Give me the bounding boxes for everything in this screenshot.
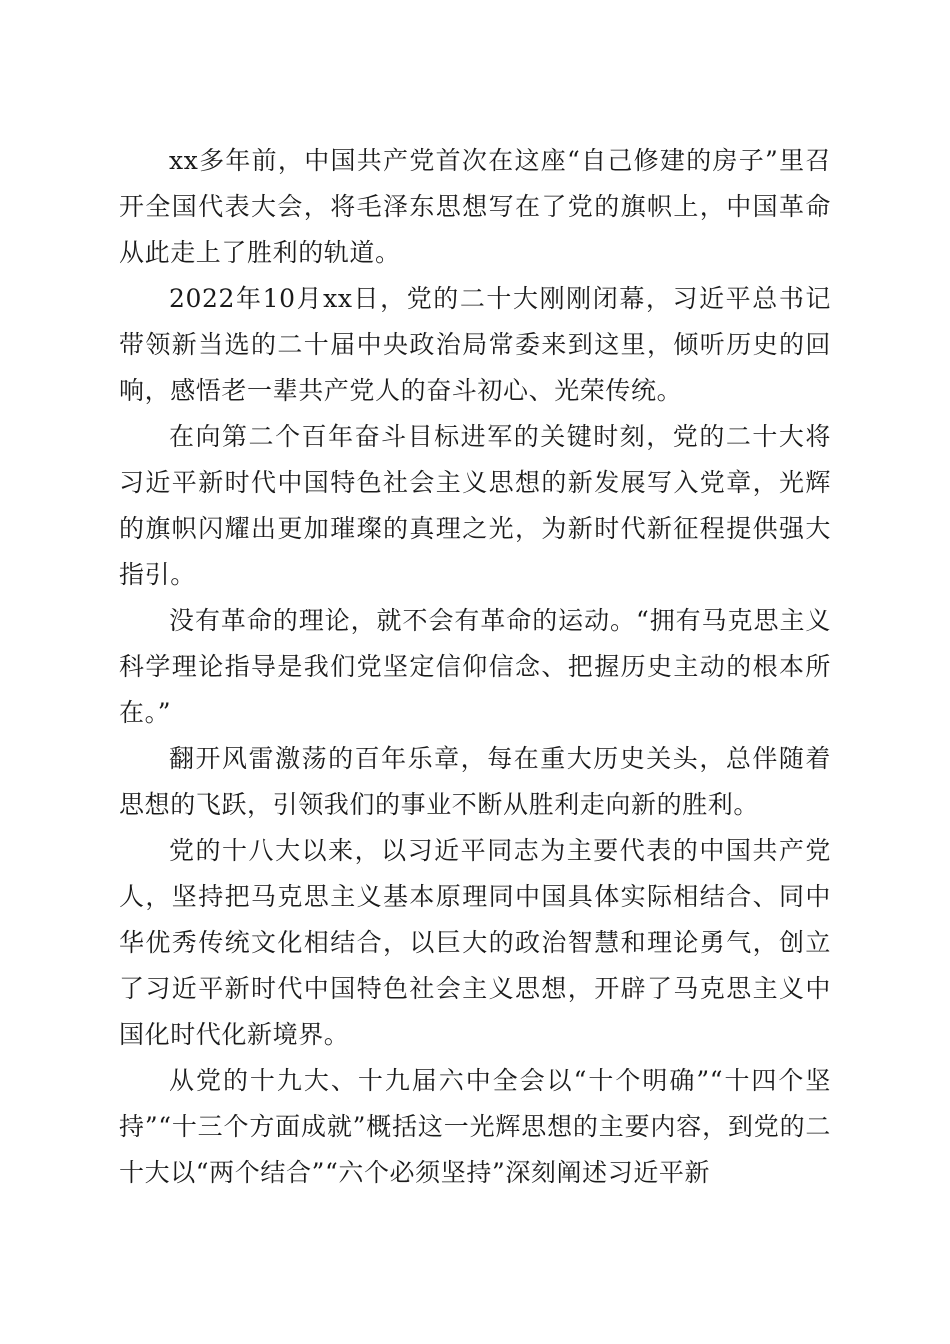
paragraph-5: 翻开风雷激荡的百年乐章，每在重大历史关头，总伴随着思想的飞跃，引领我们的事业不断从胜利走向新的胜利。 — [119, 744, 831, 819]
document-body — [119, 138, 831, 1196]
paragraph-1: xx多年前，中国共产党首次在这座“自己修建的房子”里召开全国代表大会，将毛泽东思想写在了党的旗帜上，中国革命从此走上了胜利的轨道。 — [119, 146, 831, 267]
paragraph-7: 从党的十九大、十九届六中全会以“十个明确”“十四个坚持”“十三个方面成就”概括这一光辉思想的主要内容，到党的二十大以“两个结合”“六个必须坚持”深刻阐述习近平新 — [119, 1066, 831, 1187]
paragraph-3: 在向第二个百年奋斗目标进军的关键时刻，党的二十大将习近平新时代中国特色社会主义思想的新发展写入党章，光辉的旗帜闪耀出更加璀璨的真理之光，为新时代新征程提供强大指引。 — [119, 422, 831, 589]
paragraph-4: 没有革命的理论，就不会有革命的运动。“拥有马克思主义科学理论指导是我们党坚定信仰信念、把握历史主动的根本所在。” — [119, 606, 831, 727]
paragraph-6: 党的十八大以来，以习近平同志为主要代表的中国共产党人，坚持把马克思主义基本原理同中国具体实际相结合、同中华优秀传统文化相结合，以巨大的政治智慧和理论勇气，创立了习近平新时代中国特色社会主义思想，开辟了马克思主义中国化时代化新境界。 — [119, 836, 831, 1049]
paragraph-2: 2022年10月xx日，党的二十大刚刚闭幕，习近平总书记带领新当选的二十届中央政治局常委来到这里，倾听历史的回响，感悟老一辈共产党人的奋斗初心、光荣传统。 — [119, 284, 831, 405]
